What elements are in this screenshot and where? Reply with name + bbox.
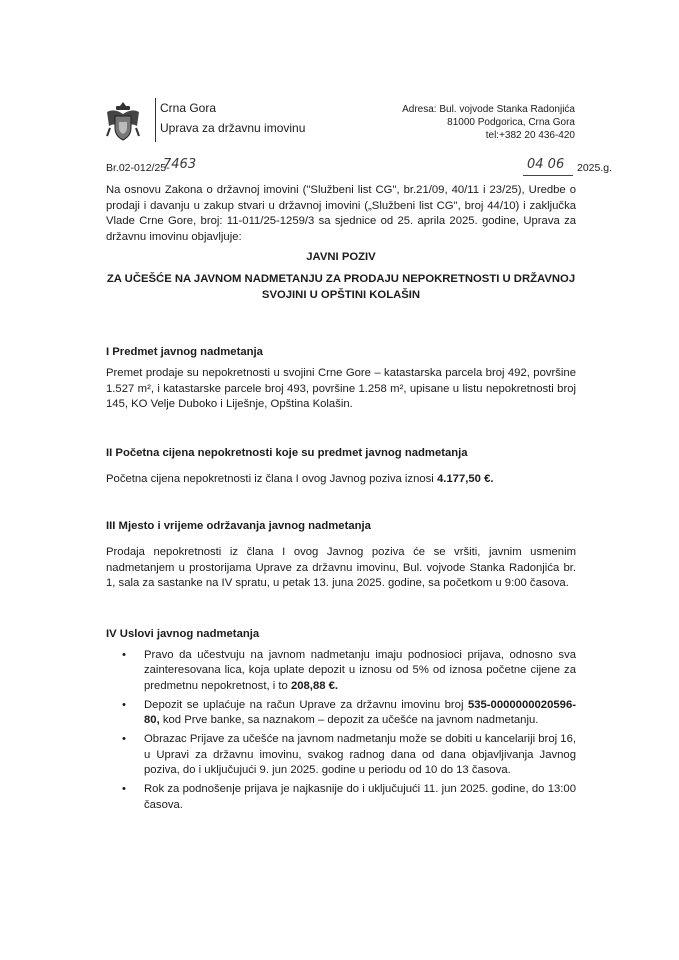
handwritten-date: 04 06 (527, 157, 565, 172)
section-2-text: Početna cijena nepokretnosti iz člana I ovog Javnog poziva iznosi (106, 473, 434, 485)
document-title: JAVNI POZIV (306, 251, 376, 263)
starting-price: 4.177,50 €. (436, 473, 494, 485)
bullet-icon: • (122, 783, 126, 796)
condition-2-text: Depozit se uplaćuje na račun Uprave za državnu imovinu broj (144, 698, 464, 711)
list-item (106, 732, 576, 778)
date-underline (523, 175, 573, 176)
list-item (106, 698, 576, 729)
bullet-icon: • (122, 733, 126, 746)
header-divider (155, 98, 156, 142)
condition-1-text: Pravo da učestvuju na javnom nadmetanju imaju podnosioci prijava, odnosno sva zainteresovana lica, koja uplate depozit u iznosu od 5% od iznosa početne cijene za predmetnu nepokretnost, i to (144, 649, 576, 692)
org-country: Crna Gora (160, 101, 217, 115)
section-3-heading: III Mjesto i vrijeme održavanja javnog nadmetanja (106, 520, 371, 532)
address-street: Adresa: Bul. vojvode Stanka Radonjića (402, 104, 575, 115)
list-item (106, 782, 576, 813)
address-city: 81000 Podgorica, Crna Gora (447, 117, 575, 128)
intro-paragraph: Na osnovu Zakona o državnoj imovini ("Službeni list CG", br.21/09, 40/11 i 23/25), Uredbe o prodaji i davanju u zakup stvari u državnoj imovini („Službeni list CG", broj 44/10) i zaključka Vlade Crne Gore, broj: 11-011/25-1259/3 sa sjednice od 25. aprila 2025. godine, Uprava za državnu imovinu objavljuje: (106, 184, 576, 243)
coat-of-arms-icon (104, 100, 142, 144)
condition-3-text: Obrazac Prijave za učešće na javnom nadmetanju može se dobiti u kancelariji broj 16, u Upravi za državnu imovinu, svakog radnog dana od dana objavljivanja Javnog poziva, do i uključujući 9. jun 2025. godine u periodu od 10 do 13 časova. (144, 733, 576, 777)
document-subtitle: ZA UČEŠĆE NA JAVNOM NADMETANJU ZA PRODAJU NEPOKRETNOSTI U DRŽAVNOJ SVOJINI U OPŠTINI KOLAŠIN (106, 273, 576, 301)
section-1-heading: I Predmet javnog nadmetanja (106, 346, 263, 358)
bullet-icon: • (122, 698, 126, 711)
section-4-heading: IV Uslovi javnog nadmetanja (106, 628, 260, 640)
section-2-paragraph (106, 472, 576, 488)
section-2-heading: II Početna cijena nepokretnosti koje su predmet javnog nadmetanja (106, 447, 468, 459)
address-block (315, 103, 575, 142)
bullet-icon: • (122, 649, 126, 661)
reference-number: Br.02-012/25- (106, 162, 170, 174)
condition-4-text: Rok za podnošenje prijava je najkasnije do i uključujući 11. jun 2025. godine, do 13:00 časova. (144, 783, 576, 811)
conditions-list (106, 648, 576, 817)
section-3-text: Prodaja nepokretnosti iz člana I ovog Javnog poziva će se vršiti, javnim usmenim nadmetanjem u prostorijama Uprave za državnu imovinu, Bul. vojvode Stanka Radonjića br. 1, sala za sastanke na IV spratu, u petak 13. juna 2025. godine, sa početkom u 9:00 časova. (106, 546, 576, 589)
list-item (106, 648, 576, 694)
date-year: 2025.g. (577, 162, 613, 174)
handwritten-number: 7463 (163, 157, 197, 172)
address-phone: tel:+382 20 436-420 (485, 130, 575, 141)
deposit-amount: 208,88 €. (290, 679, 339, 692)
bank-account-number: 535-0000000020596-80, (144, 698, 576, 727)
org-name: Uprava za državnu imovinu (160, 121, 306, 135)
condition-2-rest: kod Prve banke, sa naznakom – depozit za učešće na javnom nadmetanju. (162, 714, 539, 727)
section-1-text: Premet prodaje su nepokretnosti u svojini Crne Gore – katastarska parcela broj 492, površine 1.527 m², i katastarske parcele broj 493, površine 1.258 m², upisane u listu nepokretnosti broj 145, KO Velje Duboko i Liješnje, Opština Kolašin. (106, 367, 576, 410)
reference-line (106, 157, 613, 178)
